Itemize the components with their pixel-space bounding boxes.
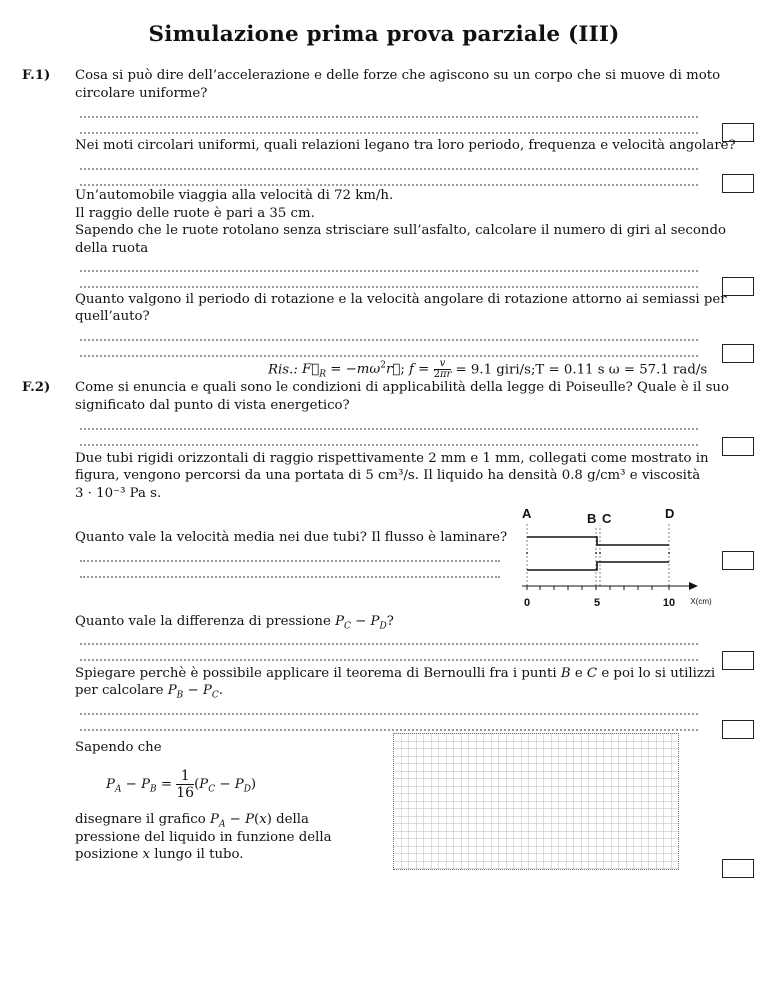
point-label-a: A <box>522 506 532 521</box>
x-axis-label: X(cm) <box>690 597 712 606</box>
score-box[interactable] <box>722 344 754 363</box>
answer-line[interactable] <box>80 560 500 566</box>
graph-paper-grid[interactable] <box>393 733 679 870</box>
score-box[interactable] <box>722 859 754 878</box>
f1-question-3-line-4: della ruota <box>75 241 149 256</box>
tick-label-10: 10 <box>662 597 676 609</box>
answer-line[interactable] <box>80 339 698 345</box>
f2-question-3: Quanto vale la velocità media nei due tubi? Il flusso è laminare? <box>75 530 508 545</box>
score-box[interactable] <box>722 651 754 670</box>
f2-question-6-line-3: posizione x lungo il tubo. <box>75 847 244 862</box>
f1-question-3-line-2: Il raggio delle ruote è pari a 35 cm. <box>75 206 315 221</box>
score-box[interactable] <box>722 437 754 456</box>
section-label-f2: F.2) <box>22 380 51 395</box>
tube-upper-wall <box>527 537 669 545</box>
f2-question-2-line-1: Due tubi rigidi orizzontali di raggio rispettivamente 2 mm e 1 mm, collegati come mostrato in <box>75 451 709 466</box>
f2-question-2-line-2: figura, vengono percorsi da una portata di 5 cm³/s. Il liquido ha densità 0.8 g/cm³ e viscosità <box>75 468 701 483</box>
x-axis-arrow <box>689 582 698 590</box>
point-label-d: D <box>665 506 675 521</box>
f1-question-1-line-1: Cosa si può dire dell’accelerazione e delle forze che agiscono su un corpo che si muove di moto <box>75 68 721 83</box>
tick-label-5: 5 <box>593 597 601 609</box>
tube-lower-wall <box>527 562 669 570</box>
f2-question-4: Quanto vale la differenza di pressione $P_C - P_D$? <box>75 614 394 632</box>
pressure-relation-formula: $P_A - P_B$ = $\frac{1}{16}(P_C - P_D)$ <box>106 768 257 801</box>
result-prefix: Ris.: <box>268 362 298 378</box>
answer-line[interactable] <box>80 168 698 174</box>
result-formula-force: $F⃗_R$ = $-m\omega^2r⃗$; f = <box>302 361 434 381</box>
answer-line[interactable] <box>80 270 698 276</box>
score-box[interactable] <box>722 720 754 739</box>
tick-label-0: 0 <box>523 597 531 609</box>
f1-question-3-line-3: Sapendo che le ruote rotolano senza strisciare sull’asfalto, calcolare il numero di giri al secondo <box>75 223 726 238</box>
f2-question-6-intro: Sapendo che <box>75 740 162 755</box>
score-box[interactable] <box>722 551 754 570</box>
score-box[interactable] <box>722 174 754 193</box>
f2-question-1-line-2: significato dal punto di vista energetico? <box>75 398 350 413</box>
f2-question-6-line-1: disegnare il grafico $P_A - P(x)$ della <box>75 812 309 830</box>
answer-line[interactable] <box>80 713 698 719</box>
result-values: = 9.1 giri/s;T = 0.11 s ω = 57.1 rad/s <box>455 362 708 378</box>
section-label-f1: F.1) <box>22 68 51 83</box>
point-label-c: C <box>602 511 612 526</box>
point-label-b: B <box>587 511 597 526</box>
f2-question-5-line-1: Spiegare perchè è possibile applicare il teorema di Bernoulli fra i punti B e C e poi lo si utilizzi <box>75 666 716 681</box>
answer-line[interactable] <box>80 576 500 582</box>
f1-question-4-line-1: Quanto valgono il periodo di rotazione e la velocità angolare di rotazione attorno ai semiassi per <box>75 292 727 307</box>
f1-question-2: Nei moti circolari uniformi, quali relazioni legano tra loro periodo, frequenza e velocità angolare? <box>75 138 736 153</box>
f1-question-1-line-2: circolare uniforme? <box>75 86 208 101</box>
answer-line[interactable] <box>80 116 698 122</box>
tube-figure <box>500 500 720 612</box>
f2-question-1-line-1: Come si enuncia e quali sono le condizioni di applicabilità della legge di Poiseulle? Quale è il suo <box>75 380 729 395</box>
answer-line[interactable] <box>80 643 698 649</box>
f1-question-4-line-2: quell’auto? <box>75 309 150 324</box>
f2-question-5-line-2: per calcolare $P_B - P_C$. <box>75 683 223 701</box>
answer-line[interactable] <box>80 428 698 434</box>
f1-question-3-line-1: Un’automobile viaggia alla velocità di 72 km/h. <box>75 188 394 203</box>
page-title: Simulazione prima prova parziale (III) <box>148 22 620 47</box>
result-fraction: $\frac{v}{2\pi r}$ <box>433 358 452 381</box>
f2-question-6-line-2: pressione del liquido in funzione della <box>75 830 332 845</box>
f2-question-2-line-3: 3 · 10⁻³ Pa s. <box>75 486 162 501</box>
